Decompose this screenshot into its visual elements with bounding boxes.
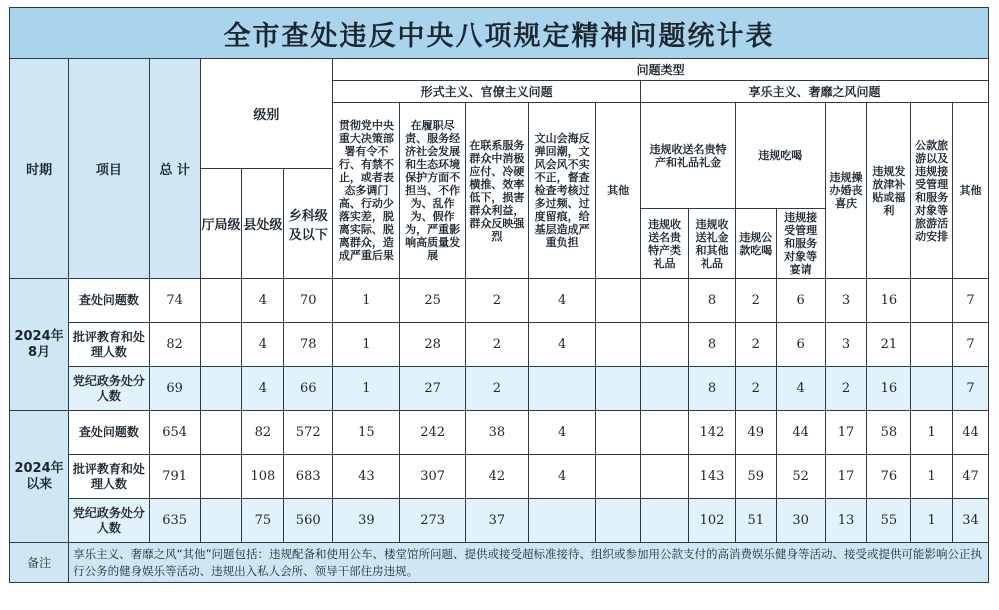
cell-ting bbox=[200, 499, 242, 543]
cell-gift-specialty bbox=[641, 323, 689, 367]
cell-f2: 273 bbox=[400, 499, 465, 543]
cell-travel bbox=[911, 323, 953, 367]
cell-eat-public: 49 bbox=[735, 411, 776, 455]
cell-travel: 1 bbox=[911, 499, 953, 543]
cell-xiang: 78 bbox=[284, 323, 333, 367]
cell-f1: 1 bbox=[333, 279, 400, 323]
cell-eat-public: 59 bbox=[735, 455, 776, 499]
table-title: 全市查处违反中央八项规定精神问题统计表 bbox=[10, 8, 989, 59]
cell-eat-banquet: 44 bbox=[776, 411, 825, 455]
header-formalism-other: 其他 bbox=[596, 103, 641, 279]
row-item-label: 批评教育和处理人数 bbox=[69, 323, 150, 367]
cell-weddings: 13 bbox=[825, 499, 867, 543]
header-problem-type: 问题类型 bbox=[333, 59, 989, 81]
cell-xian: 82 bbox=[242, 411, 284, 455]
cell-ting bbox=[200, 279, 242, 323]
header-gift-group: 违规收送名贵特产和礼品礼金 bbox=[641, 103, 736, 209]
cell-f-other bbox=[596, 323, 641, 367]
cell-eat-banquet: 52 bbox=[776, 455, 825, 499]
row-item-label: 查处问题数 bbox=[69, 279, 150, 323]
cell-eat-public: 2 bbox=[735, 323, 776, 367]
note-text: 享乐主义、奢靡之风“其他”问题包括：违规配备和使用公车、楼堂馆所问题、提供或接受超标准接待、组织或参加用公款支付的高消费娱乐健身等活动、接受或提供可能影响公正执行公务的健身娱乐等活动、违规出入私人会所、领导干部住房违规。 bbox=[69, 543, 989, 583]
cell-f2: 307 bbox=[400, 455, 465, 499]
cell-travel bbox=[911, 279, 953, 323]
cell-h-other: 7 bbox=[953, 323, 989, 367]
cell-f1: 39 bbox=[333, 499, 400, 543]
row-item-label: 党纪政务处分人数 bbox=[69, 367, 150, 411]
cell-xian: 4 bbox=[242, 367, 284, 411]
cell-total: 74 bbox=[149, 279, 200, 323]
cell-gift-cash: 8 bbox=[689, 279, 736, 323]
cell-f-other bbox=[596, 279, 641, 323]
table-row bbox=[10, 323, 989, 367]
cell-xiang: 572 bbox=[284, 411, 333, 455]
cell-f1: 1 bbox=[333, 323, 400, 367]
cell-travel: 1 bbox=[911, 411, 953, 455]
cell-h-other: 44 bbox=[953, 411, 989, 455]
cell-eat-banquet: 6 bbox=[776, 279, 825, 323]
header-formalism-col-3: 在联系服务群众中消极应付、冷硬横推、效率低下，损害群众利益，群众反映强烈 bbox=[465, 103, 528, 279]
cell-gift-specialty bbox=[641, 455, 689, 499]
cell-f-other bbox=[596, 499, 641, 543]
cell-gift-cash: 102 bbox=[689, 499, 736, 543]
cell-f4: 4 bbox=[528, 411, 595, 455]
cell-f3: 2 bbox=[465, 323, 528, 367]
cell-f3: 2 bbox=[465, 279, 528, 323]
cell-weddings: 3 bbox=[825, 279, 867, 323]
cell-total: 654 bbox=[149, 411, 200, 455]
cell-xian: 4 bbox=[242, 323, 284, 367]
cell-f4 bbox=[528, 499, 595, 543]
header-gift-cash: 违规收送礼金和其他礼品 bbox=[689, 209, 736, 279]
cell-xian: 108 bbox=[242, 455, 284, 499]
cell-f4: 4 bbox=[528, 323, 595, 367]
cell-f3: 38 bbox=[465, 411, 528, 455]
cell-eat-banquet: 30 bbox=[776, 499, 825, 543]
cell-weddings: 17 bbox=[825, 455, 867, 499]
cell-f3: 2 bbox=[465, 367, 528, 411]
cell-f2: 242 bbox=[400, 411, 465, 455]
cell-f4: 4 bbox=[528, 455, 595, 499]
cell-eat-banquet: 4 bbox=[776, 367, 825, 411]
header-total: 总 计 bbox=[149, 59, 200, 279]
header-level: 级别 bbox=[200, 59, 333, 169]
cell-gift-specialty bbox=[641, 499, 689, 543]
cell-gift-specialty bbox=[641, 411, 689, 455]
header-formalism-col-4: 文山会海反弹回潮，文风会风不实不正，督查检查考核过多过频、过度留痕，给基层造成严重负担 bbox=[528, 103, 595, 279]
cell-subsidies: 21 bbox=[867, 323, 911, 367]
cell-eat-banquet: 6 bbox=[776, 323, 825, 367]
cell-eat-public: 2 bbox=[735, 279, 776, 323]
header-level-xiang: 乡科级及以下 bbox=[284, 169, 333, 279]
cell-f1: 15 bbox=[333, 411, 400, 455]
cell-f3: 42 bbox=[465, 455, 528, 499]
header-eat-group: 违规吃喝 bbox=[735, 103, 825, 209]
stats-table bbox=[9, 7, 989, 583]
header-hedonism-travel: 公款旅游以及违规接受管理和服务对象等旅游活动安排 bbox=[911, 103, 953, 279]
cell-xian: 75 bbox=[242, 499, 284, 543]
cell-gift-specialty bbox=[641, 367, 689, 411]
cell-gift-cash: 8 bbox=[689, 367, 736, 411]
cell-h-other: 47 bbox=[953, 455, 989, 499]
row-item-label: 查处问题数 bbox=[69, 411, 150, 455]
cell-f2: 28 bbox=[400, 323, 465, 367]
cell-weddings: 3 bbox=[825, 323, 867, 367]
cell-travel bbox=[911, 367, 953, 411]
header-eat-public: 违规公款吃喝 bbox=[735, 209, 776, 279]
cell-travel: 1 bbox=[911, 455, 953, 499]
cell-weddings: 2 bbox=[825, 367, 867, 411]
cell-subsidies: 58 bbox=[867, 411, 911, 455]
cell-eat-public: 51 bbox=[735, 499, 776, 543]
header-gift-specialty: 违规收送名贵特产类礼品 bbox=[641, 209, 689, 279]
row-item-label: 批评教育和处理人数 bbox=[69, 455, 150, 499]
cell-subsidies: 76 bbox=[867, 455, 911, 499]
table-row bbox=[10, 367, 989, 411]
cell-h-other: 7 bbox=[953, 279, 989, 323]
cell-ting bbox=[200, 323, 242, 367]
table-row bbox=[10, 279, 989, 323]
header-formalism: 形式主义、官僚主义问题 bbox=[333, 81, 641, 103]
cell-f2: 27 bbox=[400, 367, 465, 411]
cell-f4 bbox=[528, 367, 595, 411]
cell-xiang: 66 bbox=[284, 367, 333, 411]
cell-subsidies: 16 bbox=[867, 279, 911, 323]
cell-f-other bbox=[596, 367, 641, 411]
cell-h-other: 7 bbox=[953, 367, 989, 411]
cell-xiang: 70 bbox=[284, 279, 333, 323]
cell-f3: 37 bbox=[465, 499, 528, 543]
cell-ting bbox=[200, 367, 242, 411]
cell-h-other: 34 bbox=[953, 499, 989, 543]
header-hedonism-weddings: 违规操办婚丧喜庆 bbox=[825, 103, 867, 279]
header-level-xian: 县处级 bbox=[242, 169, 284, 279]
cell-subsidies: 55 bbox=[867, 499, 911, 543]
header-formalism-col-1: 贯彻党中央重大决策部署有令不行、有禁不止，或者表态多调门高、行动少落实差，脱离实际、脱离群众，造成严重后果 bbox=[333, 103, 400, 279]
cell-eat-public: 2 bbox=[735, 367, 776, 411]
cell-gift-specialty bbox=[641, 279, 689, 323]
stats-table-container bbox=[9, 7, 989, 603]
cell-ting bbox=[200, 455, 242, 499]
header-period: 时期 bbox=[10, 59, 69, 279]
header-hedonism-subsidies: 违规发放津补贴或福利 bbox=[867, 103, 911, 279]
cell-weddings: 17 bbox=[825, 411, 867, 455]
header-item: 项目 bbox=[69, 59, 150, 279]
cell-total: 82 bbox=[149, 323, 200, 367]
cell-ting bbox=[200, 411, 242, 455]
cell-f1: 1 bbox=[333, 367, 400, 411]
cell-xiang: 560 bbox=[284, 499, 333, 543]
cell-f-other bbox=[596, 455, 641, 499]
cell-f2: 25 bbox=[400, 279, 465, 323]
cell-total: 69 bbox=[149, 367, 200, 411]
cell-gift-cash: 142 bbox=[689, 411, 736, 455]
cell-subsidies: 16 bbox=[867, 367, 911, 411]
table-row bbox=[10, 455, 989, 499]
cell-total: 791 bbox=[149, 455, 200, 499]
note-label: 备注 bbox=[10, 543, 69, 583]
cell-total: 635 bbox=[149, 499, 200, 543]
cell-f-other bbox=[596, 411, 641, 455]
header-formalism-col-2: 在履职尽责、服务经济社会发展和生态环境保护方面不担当、不作为、乱作为、假作为，严重影响高质量发展 bbox=[400, 103, 465, 279]
period-label: 2024年以来 bbox=[10, 411, 69, 543]
cell-f1: 43 bbox=[333, 455, 400, 499]
header-eat-banquet: 违规接受管理和服务对象等宴请 bbox=[776, 209, 825, 279]
table-row bbox=[10, 411, 989, 455]
table-row bbox=[10, 499, 989, 543]
header-hedonism-other: 其他 bbox=[953, 103, 989, 279]
cell-xian: 4 bbox=[242, 279, 284, 323]
header-level-ting: 厅局级 bbox=[200, 169, 242, 279]
cell-gift-cash: 143 bbox=[689, 455, 736, 499]
cell-xiang: 683 bbox=[284, 455, 333, 499]
cell-f4: 4 bbox=[528, 279, 595, 323]
row-item-label: 党纪政务处分人数 bbox=[69, 499, 150, 543]
header-hedonism: 享乐主义、奢靡之风问题 bbox=[641, 81, 989, 103]
period-label: 2024年8月 bbox=[10, 279, 69, 411]
cell-gift-cash: 8 bbox=[689, 323, 736, 367]
